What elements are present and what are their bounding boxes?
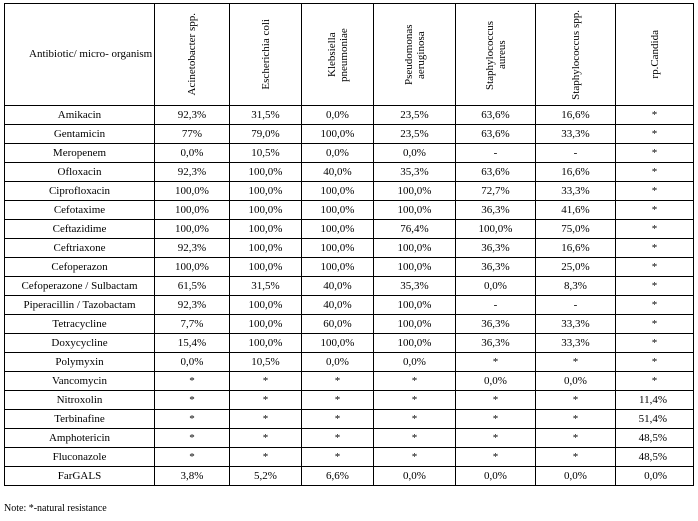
table-cell: 100,0% — [302, 220, 374, 239]
table-cell: 100,0% — [155, 220, 230, 239]
table-cell: 77% — [155, 125, 230, 144]
table-cell: 16,6% — [536, 163, 616, 182]
table-cell: 16,6% — [536, 239, 616, 258]
table-cell: * — [302, 429, 374, 448]
table-cell: * — [302, 410, 374, 429]
table-cell: 16,6% — [536, 106, 616, 125]
table-cell: 63,6% — [456, 106, 536, 125]
table-cell: * — [616, 182, 694, 201]
row-label: Nitroxolin — [5, 391, 155, 410]
row-label: Ceftriaxone — [5, 239, 155, 258]
column-header — [230, 4, 302, 106]
table-cell: * — [302, 391, 374, 410]
table-cell: 3,8% — [155, 467, 230, 486]
table-cell: 31,5% — [230, 277, 302, 296]
row-label: Tetracycline — [5, 315, 155, 334]
table-cell: * — [302, 372, 374, 391]
table-row — [5, 201, 694, 220]
table-row — [5, 239, 694, 258]
table-cell: 100,0% — [374, 258, 456, 277]
table-cell: 63,6% — [456, 125, 536, 144]
table-cell: 0,0% — [374, 144, 456, 163]
table-cell: 11,4% — [616, 391, 694, 410]
table-cell: * — [616, 296, 694, 315]
table-cell: * — [374, 448, 456, 467]
table-cell: * — [456, 353, 536, 372]
table-cell: * — [456, 448, 536, 467]
column-header-label: Acinetobacter spp. — [186, 13, 198, 96]
table-cell: 100,0% — [230, 334, 302, 353]
table-cell: 36,3% — [456, 239, 536, 258]
table-cell: * — [616, 201, 694, 220]
table-cell: 75,0% — [536, 220, 616, 239]
table-cell: * — [230, 372, 302, 391]
table-cell: 100,0% — [374, 239, 456, 258]
table-row — [5, 315, 694, 334]
table-row — [5, 258, 694, 277]
table-cell: 0,0% — [456, 372, 536, 391]
table-cell: 100,0% — [302, 125, 374, 144]
table-cell: 100,0% — [302, 239, 374, 258]
table-cell: 51,4% — [616, 410, 694, 429]
table-cell: * — [155, 410, 230, 429]
row-label: Ciprofloxacin — [5, 182, 155, 201]
table-cell: 33,3% — [536, 334, 616, 353]
table-cell: 100,0% — [302, 258, 374, 277]
table-cell: * — [616, 163, 694, 182]
table-cell: 40,0% — [302, 296, 374, 315]
resistance-table — [4, 3, 694, 486]
table-cell: 92,3% — [155, 296, 230, 315]
footnote: Note: *-natural resistance — [4, 503, 107, 514]
table-cell: * — [616, 144, 694, 163]
table-cell: 100,0% — [230, 315, 302, 334]
table-cell: 40,0% — [302, 277, 374, 296]
row-label: Ofloxacin — [5, 163, 155, 182]
table-row — [5, 144, 694, 163]
column-header — [374, 4, 456, 106]
table-cell: 100,0% — [155, 182, 230, 201]
table-cell: * — [155, 372, 230, 391]
table-cell: 0,0% — [374, 467, 456, 486]
table-cell: 92,3% — [155, 106, 230, 125]
table-cell: 25,0% — [536, 258, 616, 277]
column-header-label: Escherichia coli — [259, 19, 272, 90]
table-cell: 0,0% — [155, 144, 230, 163]
table-cell: 48,5% — [616, 448, 694, 467]
table-row — [5, 220, 694, 239]
column-header-label: Staphylococcus spp. — [569, 9, 582, 100]
column-header — [302, 4, 374, 106]
table-cell: 36,3% — [456, 201, 536, 220]
table-cell: 61,5% — [155, 277, 230, 296]
row-label: Piperacillin / Tazobactam — [5, 296, 155, 315]
table-cell: 5,2% — [230, 467, 302, 486]
table-cell: * — [616, 315, 694, 334]
table-cell: * — [616, 125, 694, 144]
row-label: Terbinafine — [5, 410, 155, 429]
table-cell: * — [616, 258, 694, 277]
row-label: Cefoperazon — [5, 258, 155, 277]
table-cell: 0,0% — [302, 353, 374, 372]
table-cell: * — [456, 429, 536, 448]
row-label: Polymyxin — [5, 353, 155, 372]
table-row — [5, 391, 694, 410]
table-cell: - — [536, 296, 616, 315]
row-label: FarGALS — [5, 467, 155, 486]
table-cell: 100,0% — [230, 201, 302, 220]
row-label: Doxycycline — [5, 334, 155, 353]
table-cell: 6,6% — [302, 467, 374, 486]
table-cell: 92,3% — [155, 239, 230, 258]
table-cell: 100,0% — [230, 239, 302, 258]
table-cell: * — [302, 448, 374, 467]
table-cell: 33,3% — [536, 315, 616, 334]
table-cell: * — [616, 106, 694, 125]
table-row — [5, 448, 694, 467]
table-cell: 8,3% — [536, 277, 616, 296]
table-row — [5, 125, 694, 144]
table-row — [5, 410, 694, 429]
table-cell: * — [155, 429, 230, 448]
table-header-row — [5, 4, 694, 106]
table-cell: 100,0% — [230, 258, 302, 277]
table-cell: * — [616, 277, 694, 296]
table-cell: * — [230, 410, 302, 429]
table-cell: 0,0% — [374, 353, 456, 372]
table-row — [5, 296, 694, 315]
row-label: Meropenem — [5, 144, 155, 163]
table-cell: 0,0% — [302, 106, 374, 125]
row-label: Amphotericin — [5, 429, 155, 448]
table-cell: 0,0% — [616, 467, 694, 486]
corner-header: Antibiotic/ micro- organism — [5, 4, 155, 106]
table-cell: 48,5% — [616, 429, 694, 448]
table-body — [5, 106, 694, 486]
table-cell: * — [616, 220, 694, 239]
table-cell: 0,0% — [456, 467, 536, 486]
table-row — [5, 106, 694, 125]
table-cell: 100,0% — [374, 315, 456, 334]
column-header — [456, 4, 536, 106]
table-cell: * — [536, 391, 616, 410]
table-cell: 35,3% — [374, 163, 456, 182]
table-cell: 10,5% — [230, 144, 302, 163]
column-header-label: Staphylococcus aureus — [483, 19, 508, 90]
table-cell: * — [536, 448, 616, 467]
table-cell: * — [374, 410, 456, 429]
table-cell: 100,0% — [456, 220, 536, 239]
table-cell: 40,0% — [302, 163, 374, 182]
table-cell: 100,0% — [374, 182, 456, 201]
table-cell: 33,3% — [536, 125, 616, 144]
table-cell: * — [616, 353, 694, 372]
column-header-label: rp.Candida — [648, 30, 661, 79]
table-cell: 23,5% — [374, 125, 456, 144]
table-cell: 0,0% — [155, 353, 230, 372]
table-cell: * — [230, 448, 302, 467]
row-label: Amikacin — [5, 106, 155, 125]
table-row — [5, 353, 694, 372]
table-cell: * — [616, 372, 694, 391]
table-cell: - — [456, 296, 536, 315]
table-cell: * — [536, 410, 616, 429]
table-cell: 10,5% — [230, 353, 302, 372]
table-cell: * — [456, 410, 536, 429]
table-cell: 35,3% — [374, 277, 456, 296]
table-container — [4, 3, 694, 486]
table-cell: 36,3% — [456, 334, 536, 353]
table-cell: 31,5% — [230, 106, 302, 125]
row-label: Vancomycin — [5, 372, 155, 391]
table-cell: 100,0% — [230, 163, 302, 182]
table-cell: 100,0% — [302, 182, 374, 201]
table-cell: 100,0% — [230, 296, 302, 315]
table-cell: 15,4% — [155, 334, 230, 353]
table-cell: 72,7% — [456, 182, 536, 201]
table-cell: 0,0% — [536, 372, 616, 391]
row-label: Ceftazidime — [5, 220, 155, 239]
table-cell: * — [155, 391, 230, 410]
table-cell: 92,3% — [155, 163, 230, 182]
column-header — [536, 4, 616, 106]
table-cell: 79,0% — [230, 125, 302, 144]
row-label: Fluconazole — [5, 448, 155, 467]
table-cell: - — [536, 144, 616, 163]
table-row — [5, 429, 694, 448]
table-cell: 36,3% — [456, 315, 536, 334]
table-row — [5, 277, 694, 296]
table-row — [5, 467, 694, 486]
table-cell: 36,3% — [456, 258, 536, 277]
table-row — [5, 182, 694, 201]
table-cell: 0,0% — [536, 467, 616, 486]
table-cell: 23,5% — [374, 106, 456, 125]
table-cell: 100,0% — [230, 220, 302, 239]
table-row — [5, 163, 694, 182]
table-row — [5, 334, 694, 353]
table-cell: 100,0% — [374, 296, 456, 315]
table-cell: * — [536, 353, 616, 372]
table-cell: 76,4% — [374, 220, 456, 239]
table-cell: 100,0% — [155, 201, 230, 220]
table-cell: * — [374, 372, 456, 391]
table-cell: 100,0% — [374, 201, 456, 220]
table-cell: 100,0% — [230, 182, 302, 201]
table-cell: 100,0% — [302, 201, 374, 220]
table-cell: * — [230, 391, 302, 410]
table-cell: * — [374, 391, 456, 410]
table-cell: * — [456, 391, 536, 410]
column-header — [155, 4, 230, 106]
table-cell: 41,6% — [536, 201, 616, 220]
column-header-label: Pseudomonas aeruginosa — [402, 24, 427, 85]
row-label: Gentamicin — [5, 125, 155, 144]
table-cell: 0,0% — [302, 144, 374, 163]
table-cell: 100,0% — [302, 334, 374, 353]
table-cell: 60,0% — [302, 315, 374, 334]
table-cell: 100,0% — [155, 258, 230, 277]
table-cell: * — [374, 429, 456, 448]
table-cell: 33,3% — [536, 182, 616, 201]
table-cell: 7,7% — [155, 315, 230, 334]
column-header — [616, 4, 694, 106]
table-cell: - — [456, 144, 536, 163]
row-label: Cefotaxime — [5, 201, 155, 220]
table-cell: 0,0% — [456, 277, 536, 296]
table-cell: * — [536, 429, 616, 448]
table-cell: * — [155, 448, 230, 467]
row-label: Cefoperazone / Sulbactam — [5, 277, 155, 296]
table-cell: 63,6% — [456, 163, 536, 182]
table-cell: * — [616, 334, 694, 353]
table-row — [5, 372, 694, 391]
table-cell: * — [616, 239, 694, 258]
table-cell: 100,0% — [374, 334, 456, 353]
table-cell: * — [230, 429, 302, 448]
column-header-label: Klebsiella pneumoniae — [325, 27, 350, 82]
